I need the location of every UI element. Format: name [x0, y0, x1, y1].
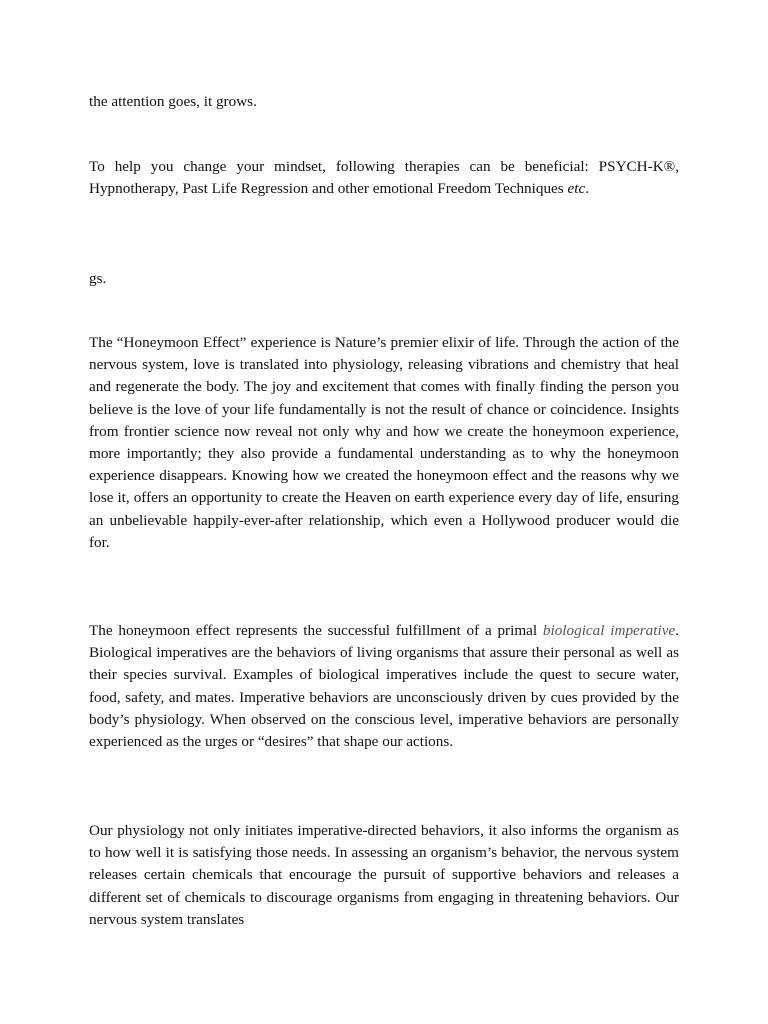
- paragraph-therapies: [89, 156, 679, 200]
- paragraph-biological-imperative: [89, 620, 679, 753]
- therapies-etc: etc: [567, 180, 586, 198]
- therapies-text: To help you change your mindset, following therapies can be beneficial: PSYCH-K®, Hypnotherapy, Past Life Regression and other emotional Freedom Techniques: [89, 158, 679, 198]
- imperative-term: biological imperative: [542, 622, 676, 639]
- imperative-before: The honeymoon effect represents the successful fulfillment of a primal: [89, 622, 543, 639]
- therapies-tail: .: [585, 180, 589, 198]
- paragraph-physiology: Our physiology not only initiates imperative-directed behaviors, it also informs the organism as to how well it is satisfying those needs. In assessing an organism’s behavior, the nervous system releases certain chemicals that encourage the pursuit of supportive behaviors and releases a different set of chemicals to discourage organisms from engaging in threatening behaviors. Our nervous system translates: [89, 822, 679, 928]
- imperative-after: . Biological imperatives are the behaviors of living organisms that assure their personal as well as their species survival. Examples of biological imperatives include the quest to secure water, food, safety, and mates. Imperative behaviors are unconsciously driven by cues provided by the body’s physiology. When observed on the conscious level, imperative behaviors are personally experienced as the urges or “desires” that shape our actions.: [89, 622, 679, 751]
- paragraph-attention-grows: the attention goes, it grows.: [89, 93, 257, 110]
- paragraph-fragment: gs.: [89, 270, 107, 287]
- paragraph-honeymoon-effect: The “Honeymoon Effect” experience is Nature’s premier elixir of life. Through the action of the nervous system, love is translated into physiology, releasing vibrations and chemistry that heal and regenerate the body. The joy and excitement that comes with finally finding the person you believe is the love of your life fundamentally is not the result of chance or coincidence. Insights from frontier science now reveal not only why and how we create the honeymoon experience, more importantly; they also provide a fundamental understanding as to why the honeymoon experience disappears. Knowing how we created the honeymoon effect and the reasons why we lose it, offers an opportunity to create the Heaven on earth experience every day of life, ensuring an unbelievable happily-ever-after relationship, which even a Hollywood producer would die for.: [89, 334, 679, 551]
